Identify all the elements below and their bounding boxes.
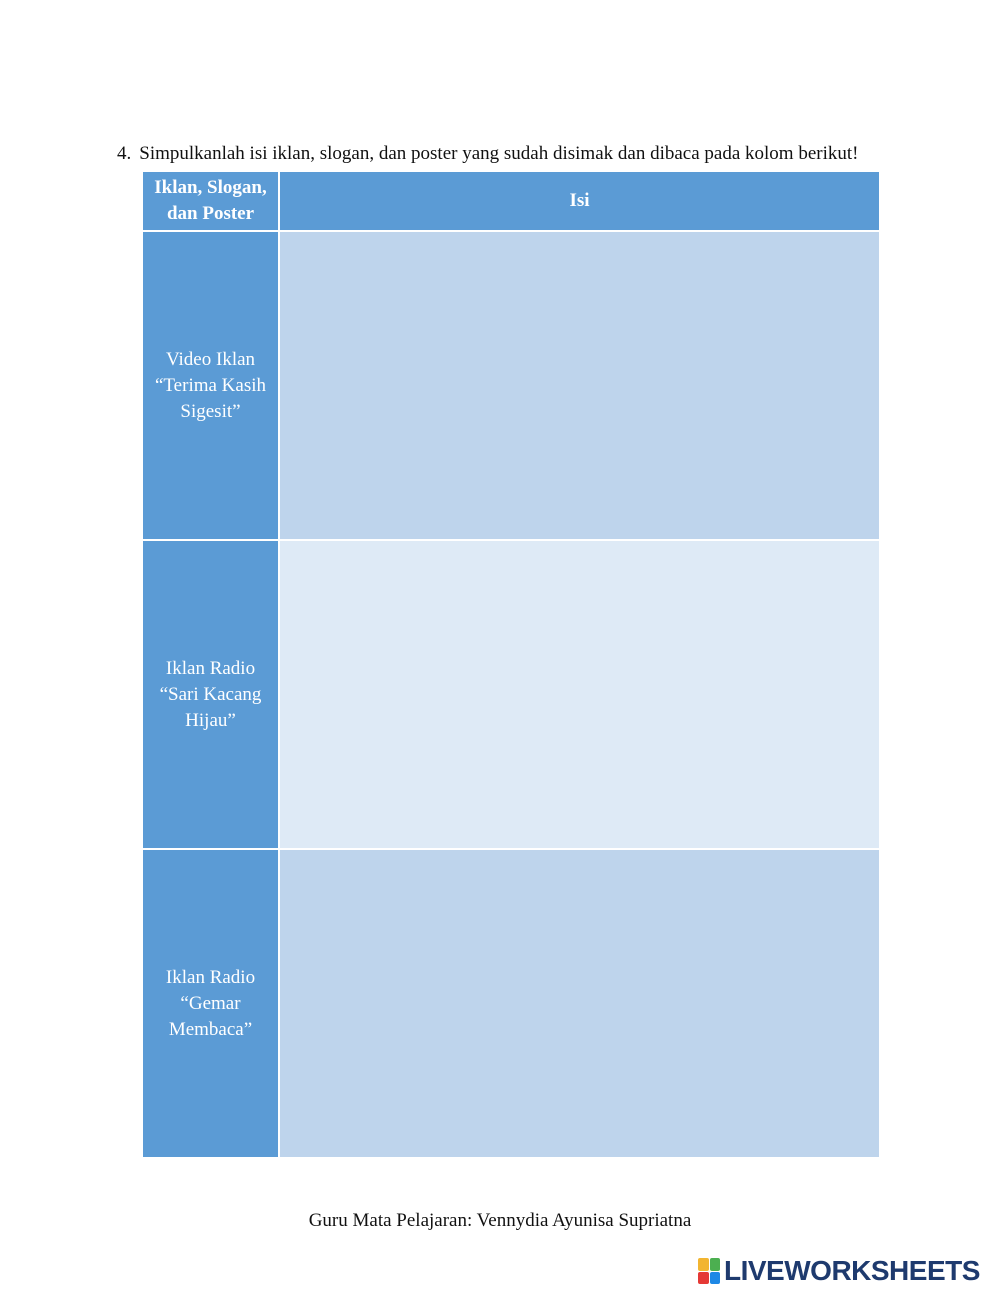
table-row <box>142 231 880 540</box>
row-label-line: Video Iklan <box>165 348 256 370</box>
liveworksheets-logo <box>698 1256 980 1286</box>
table-row <box>142 849 880 1158</box>
summary-table <box>141 170 881 1159</box>
table-row <box>142 540 880 849</box>
logo-block <box>698 1258 709 1271</box>
header-ad-type-line2: dan Poster <box>166 203 255 224</box>
answer-cell[interactable] <box>279 849 880 1158</box>
teacher-credit: Guru Mata Pelajaran: Vennydia Ayunisa Supriatna <box>308 1210 692 1231</box>
instruction <box>117 143 858 165</box>
logo-text: LIVEWORKSHEETS <box>724 1255 980 1286</box>
instruction-text: Simpulkanlah isi iklan, slogan, dan poster yang sudah disimak dan dibaca pada kolom berikut! <box>139 143 859 164</box>
answer-cell[interactable] <box>279 540 880 849</box>
answer-cell[interactable] <box>279 231 880 540</box>
logo-blocks-icon <box>698 1258 720 1284</box>
instruction-number: 4. <box>117 143 132 164</box>
row-label-line: Sigesit” <box>180 400 241 422</box>
row-label-line: “Gemar <box>180 992 241 1014</box>
row-label-line: “Sari Kacang <box>159 683 262 705</box>
row-label <box>142 540 279 849</box>
row-label <box>142 849 279 1158</box>
row-label <box>142 231 279 540</box>
row-label-line: Iklan Radio <box>165 966 256 988</box>
header-ad-type-line1: Iklan, Slogan, <box>154 177 267 198</box>
table-header-row <box>142 171 880 231</box>
row-label-line: Membaca” <box>168 1018 253 1040</box>
row-label-line: Hijau” <box>185 709 236 731</box>
header-ad-type <box>142 171 279 231</box>
logo-block <box>698 1272 709 1285</box>
logo-block <box>710 1272 721 1285</box>
row-label-line: “Terima Kasih <box>154 374 267 396</box>
row-label-line: Iklan Radio <box>165 657 256 679</box>
logo-block <box>710 1258 721 1271</box>
header-content: Isi <box>279 171 880 231</box>
